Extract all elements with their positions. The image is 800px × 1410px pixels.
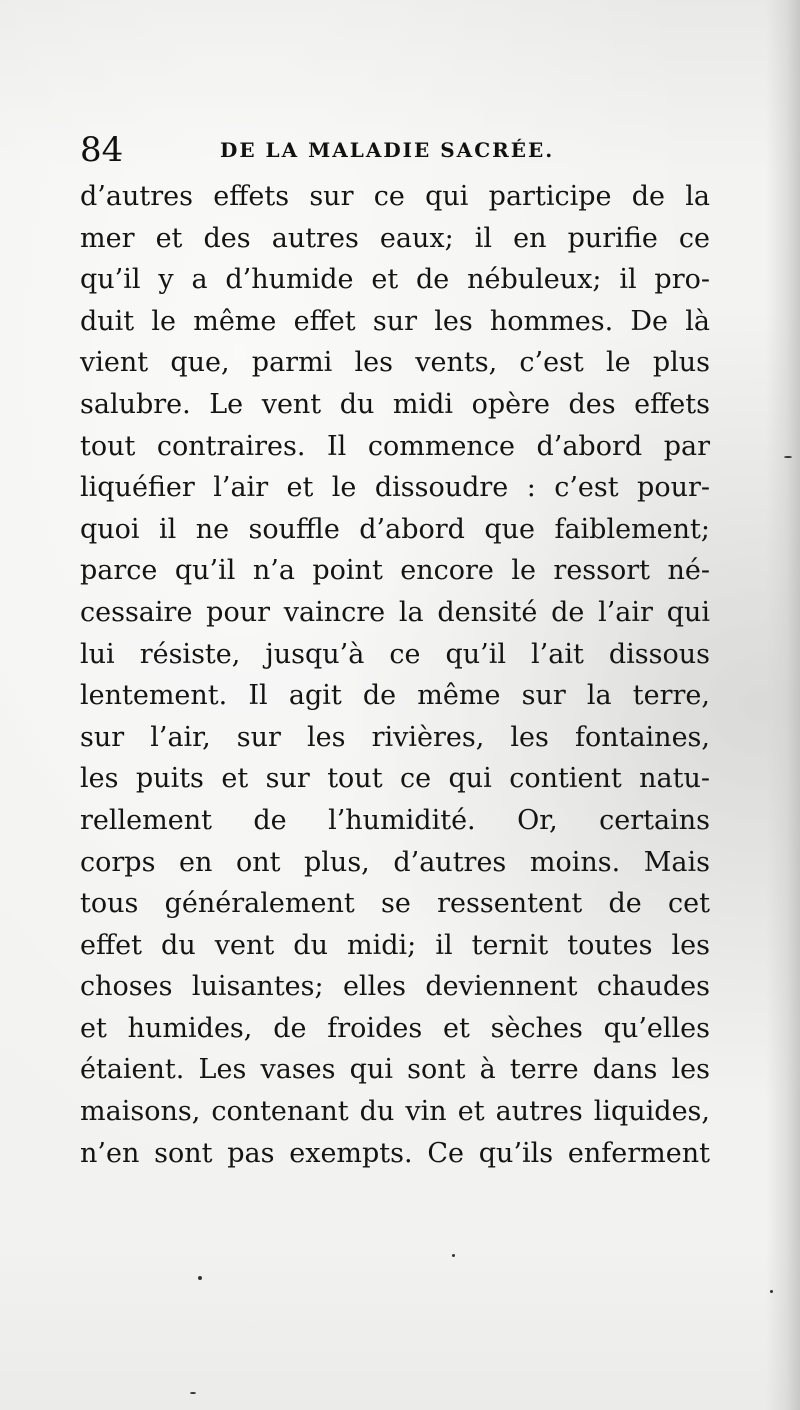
text-line: parce qu’il n’a point encore le ressort né-	[80, 555, 710, 587]
text-line: quoi il ne souffle d’abord que faiblement;	[80, 513, 710, 545]
text-line: vient que, parmi les vents, c’est le plus	[80, 347, 710, 379]
text-line: lentement. Il agit de même sur la terre,	[80, 680, 710, 712]
text-line: choses luisantes; elles deviennent chaudes	[80, 971, 710, 1003]
paper-speck	[198, 1276, 202, 1280]
text-line: corps en ont plus, d’autres moins. Mais	[80, 846, 710, 878]
paper-speck	[784, 456, 792, 458]
text-line: cessaire pour vaincre la densité de l’air qui	[80, 596, 710, 628]
text-line: effet du vent du midi; il ternit toutes les	[80, 929, 710, 961]
text-line: et humides, de froides et sèches qu’elles	[80, 1012, 710, 1044]
running-head	[80, 128, 700, 172]
text-line: salubre. Le vent du midi opère des effets	[80, 388, 710, 420]
text-line: d’autres effets sur ce qui participe de la	[80, 181, 710, 212]
text-line: lui résiste, jusqu’à ce qu’il l’ait dissous	[80, 638, 710, 670]
page-number: 84	[80, 130, 124, 170]
paper-speck	[190, 1392, 196, 1394]
text-line: mer et des autres eaux; il en purifie ce	[80, 222, 710, 254]
page-edge-shadow	[766, 0, 800, 1410]
paper-speck	[452, 1254, 455, 1257]
text-line: tous généralement se ressentent de cet	[80, 888, 710, 920]
text-line: maisons, contenant du vin et autres liquides,	[80, 1096, 710, 1128]
text-line: sur l’air, sur les rivières, les fontaines,	[80, 721, 710, 753]
paper-speck	[770, 1290, 773, 1293]
text-line: n’en sont pas exempts. Ce qu’ils enferment	[80, 1137, 710, 1169]
text-line: duit le même effet sur les hommes. De là	[80, 305, 710, 337]
running-title: DE LA MALADIE SACRÉE.	[220, 138, 555, 162]
text-line: rellement de l’humidité. Or, certains	[80, 804, 710, 836]
text-line: étaient. Les vases qui sont à terre dans les	[80, 1054, 710, 1086]
body-text	[80, 176, 710, 1174]
text-line: liquéfier l’air et le dissoudre : c’est pour-	[80, 472, 710, 504]
text-line: tout contraires. Il commence d’abord par	[80, 430, 710, 462]
text-line: qu’il y a d’humide et de nébuleux; il pro-	[80, 264, 710, 296]
text-line: les puits et sur tout ce qui contient natu-	[80, 763, 710, 795]
